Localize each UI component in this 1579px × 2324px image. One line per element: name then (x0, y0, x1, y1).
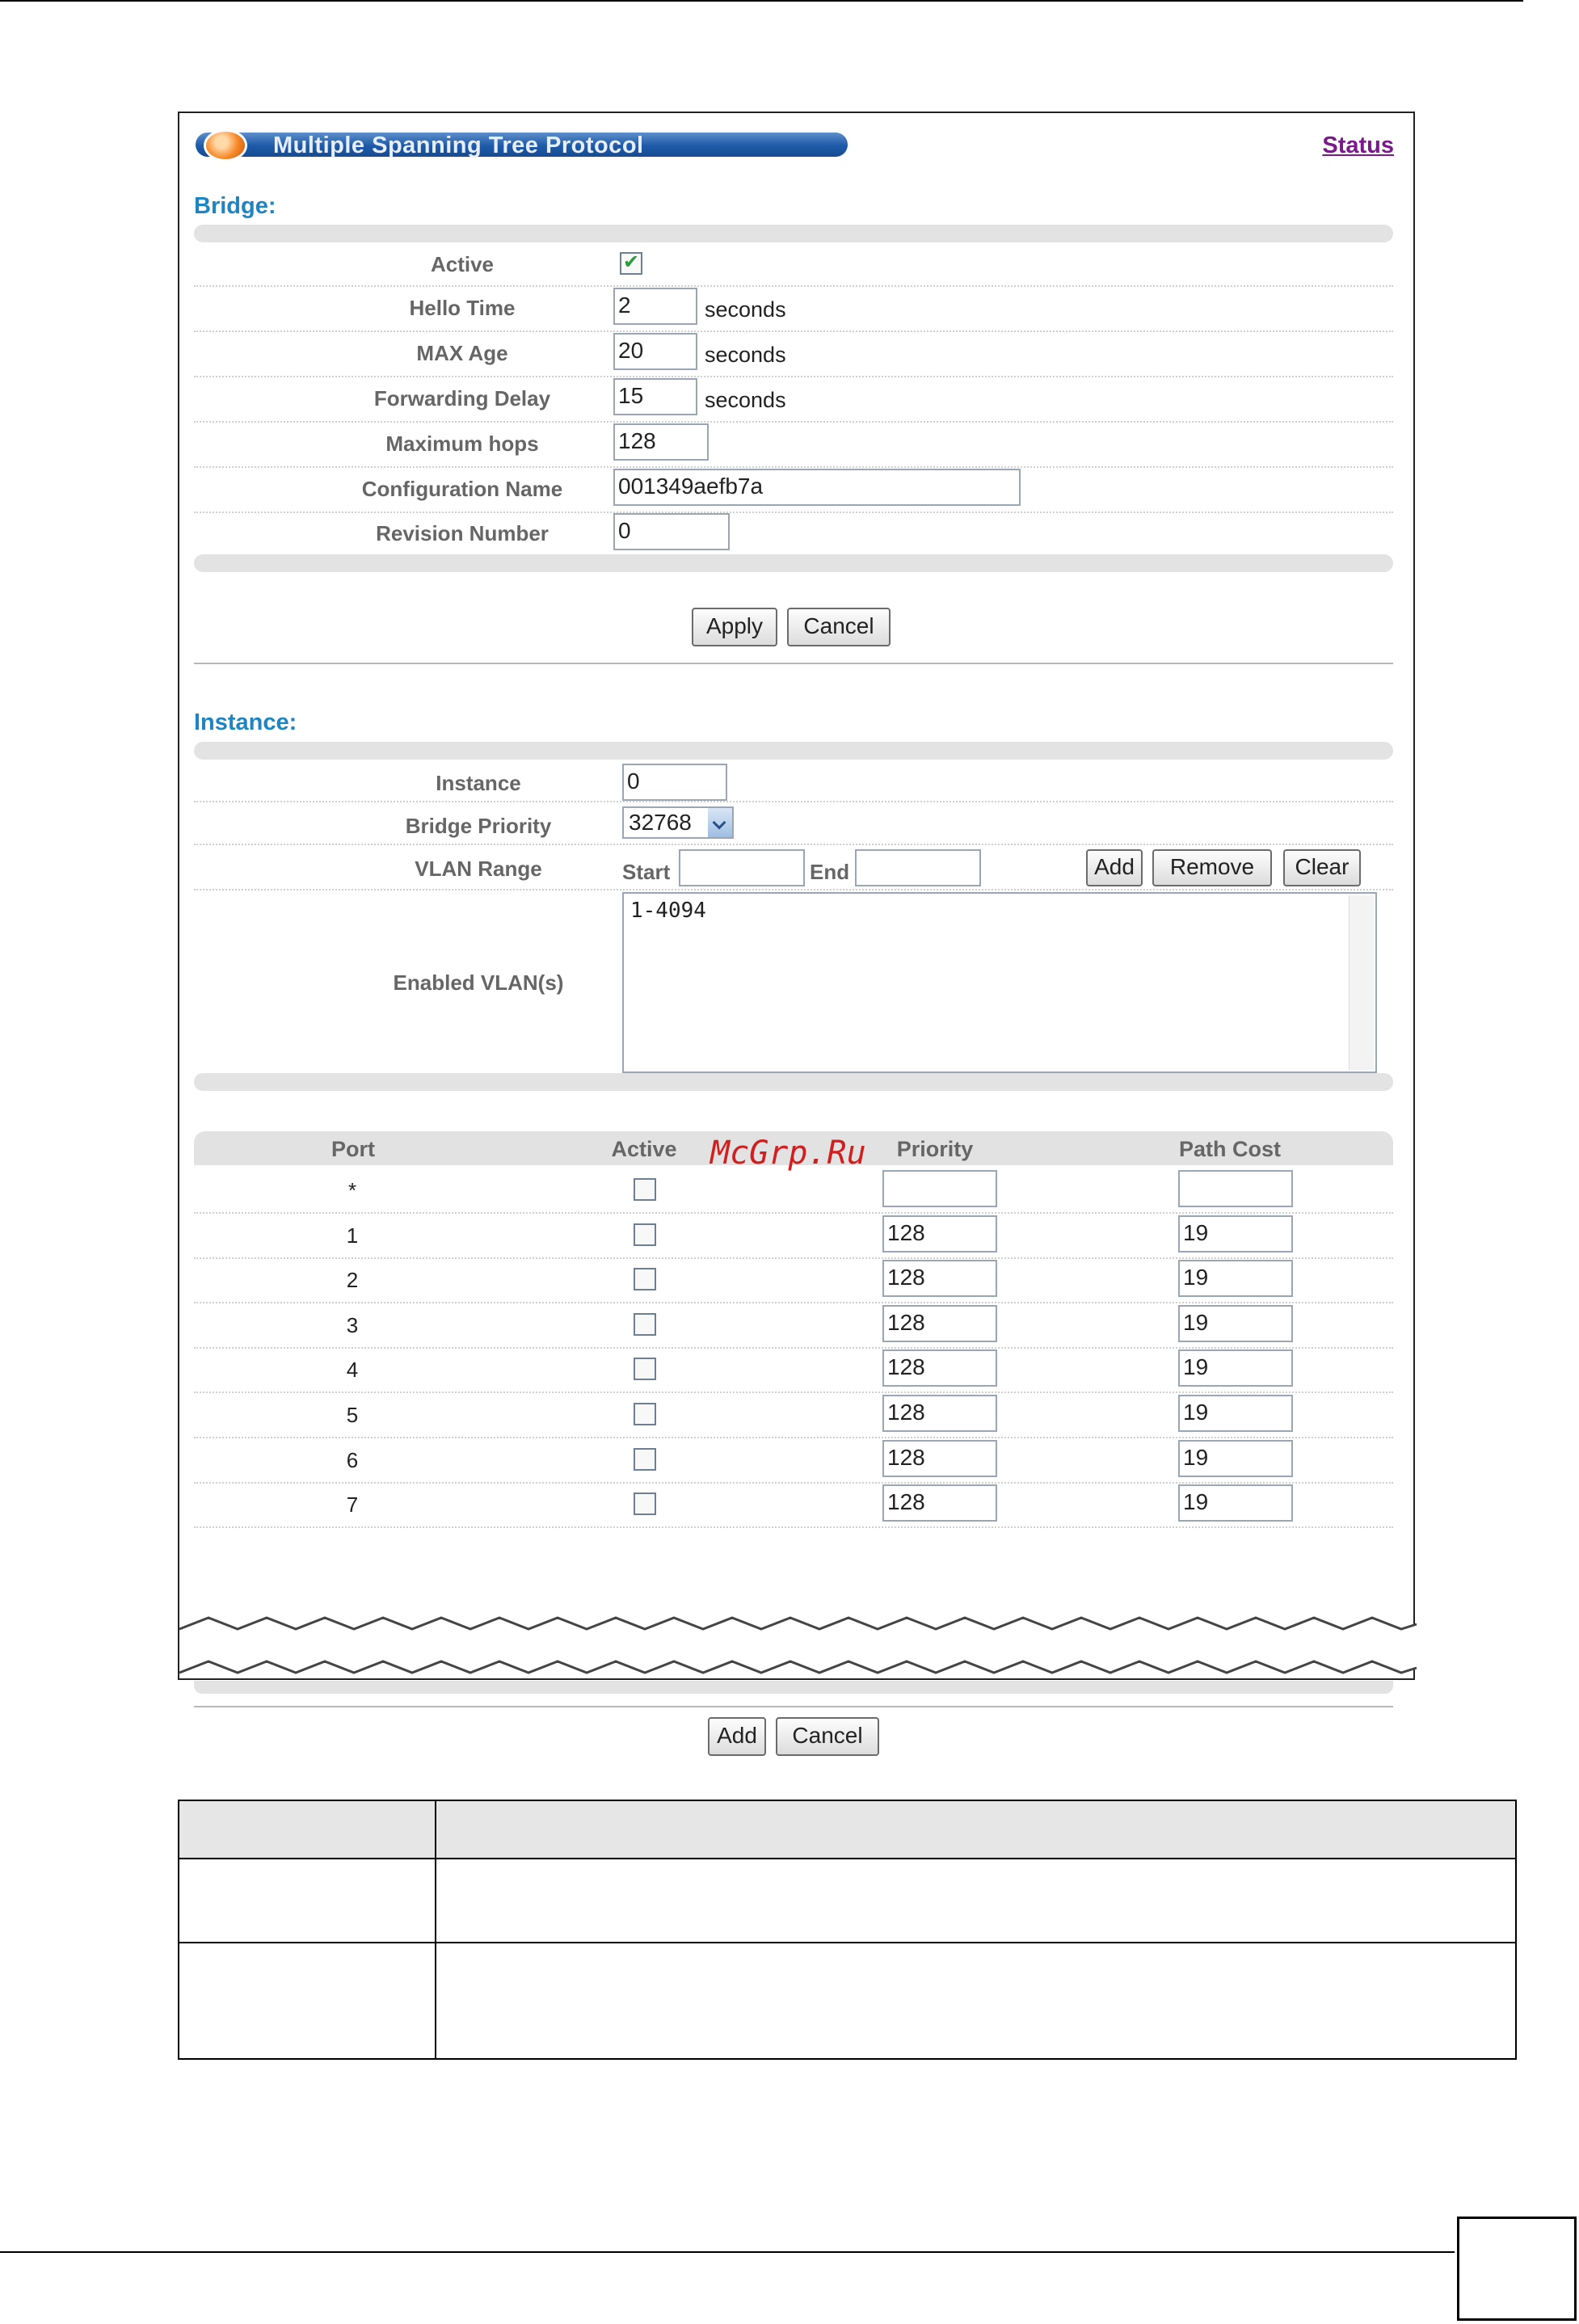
vlan-end-input[interactable] (855, 849, 981, 886)
hello-time-unit: seconds (705, 297, 786, 322)
desc-cell-label (179, 1943, 436, 2059)
vlan-remove-button[interactable]: Remove (1152, 849, 1272, 886)
ports-panel-bottom (194, 1681, 1393, 1694)
section-divider (194, 663, 1393, 664)
port-priority-input[interactable]: 128 (882, 1484, 997, 1522)
bottom-divider (194, 1706, 1393, 1707)
port-active-checkbox[interactable] (634, 1223, 656, 1246)
port-path-cost-input[interactable]: 19 (1178, 1260, 1293, 1297)
port-active-checkbox[interactable] (634, 1178, 656, 1201)
configuration-name-label: Configuration Name (361, 477, 563, 501)
footer-rule (0, 2251, 1455, 2253)
footer-cancel-button[interactable]: Cancel (776, 1717, 879, 1756)
start-label: Start (622, 860, 671, 884)
bridge-panel-bottom (194, 554, 1393, 572)
vlan-range-label: VLAN Range (415, 857, 542, 881)
port-priority-input[interactable]: 128 (882, 1395, 997, 1432)
port-priority-input[interactable]: 128 (882, 1440, 997, 1477)
vlan-clear-button[interactable]: Clear (1283, 849, 1361, 886)
enabled-vlans-label: Enabled VLAN(s) (393, 970, 564, 995)
footer-add-button[interactable]: Add (708, 1717, 766, 1756)
instance-section-label: Instance: (194, 709, 297, 735)
port-path-cost-input[interactable] (1178, 1170, 1293, 1207)
port-number: 1 (346, 1223, 359, 1248)
bridge-priority-value: 32768 (629, 810, 692, 835)
maximum-hops-label: Maximum hops (385, 432, 539, 456)
port-number: 6 (346, 1448, 359, 1472)
desc-cell-description (436, 1859, 1516, 1943)
desc-header-row (179, 1800, 1516, 1859)
page-title: Multiple Spanning Tree Protocol (273, 133, 644, 158)
instance-input[interactable]: 0 (622, 764, 727, 801)
bridge-active-checkbox[interactable] (620, 252, 642, 275)
port-priority-input[interactable]: 128 (882, 1305, 997, 1342)
max-age-unit: seconds (705, 343, 786, 367)
forwarding-delay-unit: seconds (705, 388, 786, 412)
port-priority-input[interactable]: 128 (882, 1260, 997, 1297)
port-number: * (347, 1178, 357, 1202)
status-link[interactable]: Status (1322, 133, 1394, 158)
instance-label: Instance (436, 771, 521, 795)
port-active-checkbox[interactable] (634, 1448, 656, 1471)
desc-header-description (436, 1800, 1516, 1859)
break-zigzag (179, 1618, 1417, 1682)
desc-header-label (179, 1800, 436, 1859)
bridge-panel-top (194, 225, 1393, 242)
vlan-start-input[interactable] (679, 849, 805, 886)
bridge-section-label: Bridge: (194, 193, 276, 219)
bridge-cancel-button[interactable]: Cancel (787, 608, 891, 646)
enabled-vlans-textarea[interactable] (622, 892, 1377, 1073)
desc-cell-description (436, 1943, 1516, 2059)
page-number-box (1457, 2217, 1577, 2321)
textarea-scrollbar[interactable] (1349, 895, 1374, 1070)
port-path-cost-input[interactable]: 19 (1178, 1215, 1293, 1253)
hello-time-label: Hello Time (409, 296, 516, 320)
port-path-cost-input[interactable]: 19 (1178, 1349, 1293, 1387)
col-path-cost: Path Cost (1178, 1137, 1281, 1161)
instance-panel-bottom (194, 1073, 1393, 1091)
active-label: Active (430, 252, 495, 276)
chevron-down-icon[interactable] (708, 808, 732, 837)
port-number: 7 (346, 1492, 359, 1517)
port-active-checkbox[interactable] (634, 1313, 656, 1336)
desc-row (179, 1943, 1516, 2059)
revision-number-label: Revision Number (376, 521, 549, 545)
top-rule (0, 0, 1523, 2)
forwarding-delay-input[interactable]: 15 (613, 378, 697, 415)
col-port: Port (331, 1137, 375, 1161)
port-number: 3 (346, 1313, 359, 1337)
port-priority-input[interactable]: 128 (882, 1215, 997, 1253)
end-label: End (810, 860, 850, 884)
port-priority-input[interactable] (882, 1170, 997, 1207)
hello-time-input[interactable]: 2 (613, 288, 697, 325)
enabled-vlans-value: 1-4094 (630, 899, 706, 923)
configuration-name-input[interactable]: 001349aefb7a (613, 469, 1021, 506)
port-path-cost-input[interactable]: 19 (1178, 1484, 1293, 1522)
port-priority-input[interactable]: 128 (882, 1349, 997, 1387)
instance-panel-top (194, 742, 1393, 760)
col-priority: Priority (896, 1137, 974, 1161)
watermark: McGrp.Ru (710, 1135, 866, 1172)
port-path-cost-input[interactable]: 19 (1178, 1440, 1293, 1477)
revision-number-input[interactable]: 0 (613, 513, 730, 550)
desc-row (179, 1859, 1516, 1943)
vlan-add-button[interactable]: Add (1086, 849, 1143, 886)
max-age-input[interactable]: 20 (613, 333, 697, 370)
bridge-priority-label: Bridge Priority (405, 814, 552, 838)
desc-cell-label (179, 1859, 436, 1943)
title-orb-icon (204, 129, 247, 162)
port-path-cost-input[interactable]: 19 (1178, 1395, 1293, 1432)
port-number: 4 (346, 1358, 359, 1382)
maximum-hops-input[interactable]: 128 (613, 423, 709, 461)
apply-button[interactable]: Apply (692, 608, 777, 646)
col-active: Active (611, 1137, 677, 1161)
description-table (178, 1800, 1517, 2060)
port-path-cost-input[interactable]: 19 (1178, 1305, 1293, 1342)
port-active-checkbox[interactable] (634, 1358, 656, 1380)
forwarding-delay-label: Forwarding Delay (373, 386, 551, 410)
port-active-checkbox[interactable] (634, 1492, 656, 1515)
port-number: 5 (346, 1403, 359, 1427)
port-active-checkbox[interactable] (634, 1268, 656, 1290)
port-number: 2 (346, 1268, 359, 1292)
max-age-label: MAX Age (416, 341, 508, 365)
bridge-priority-select[interactable] (622, 806, 734, 839)
port-active-checkbox[interactable] (634, 1403, 656, 1425)
mstp-screen (178, 112, 1415, 1748)
